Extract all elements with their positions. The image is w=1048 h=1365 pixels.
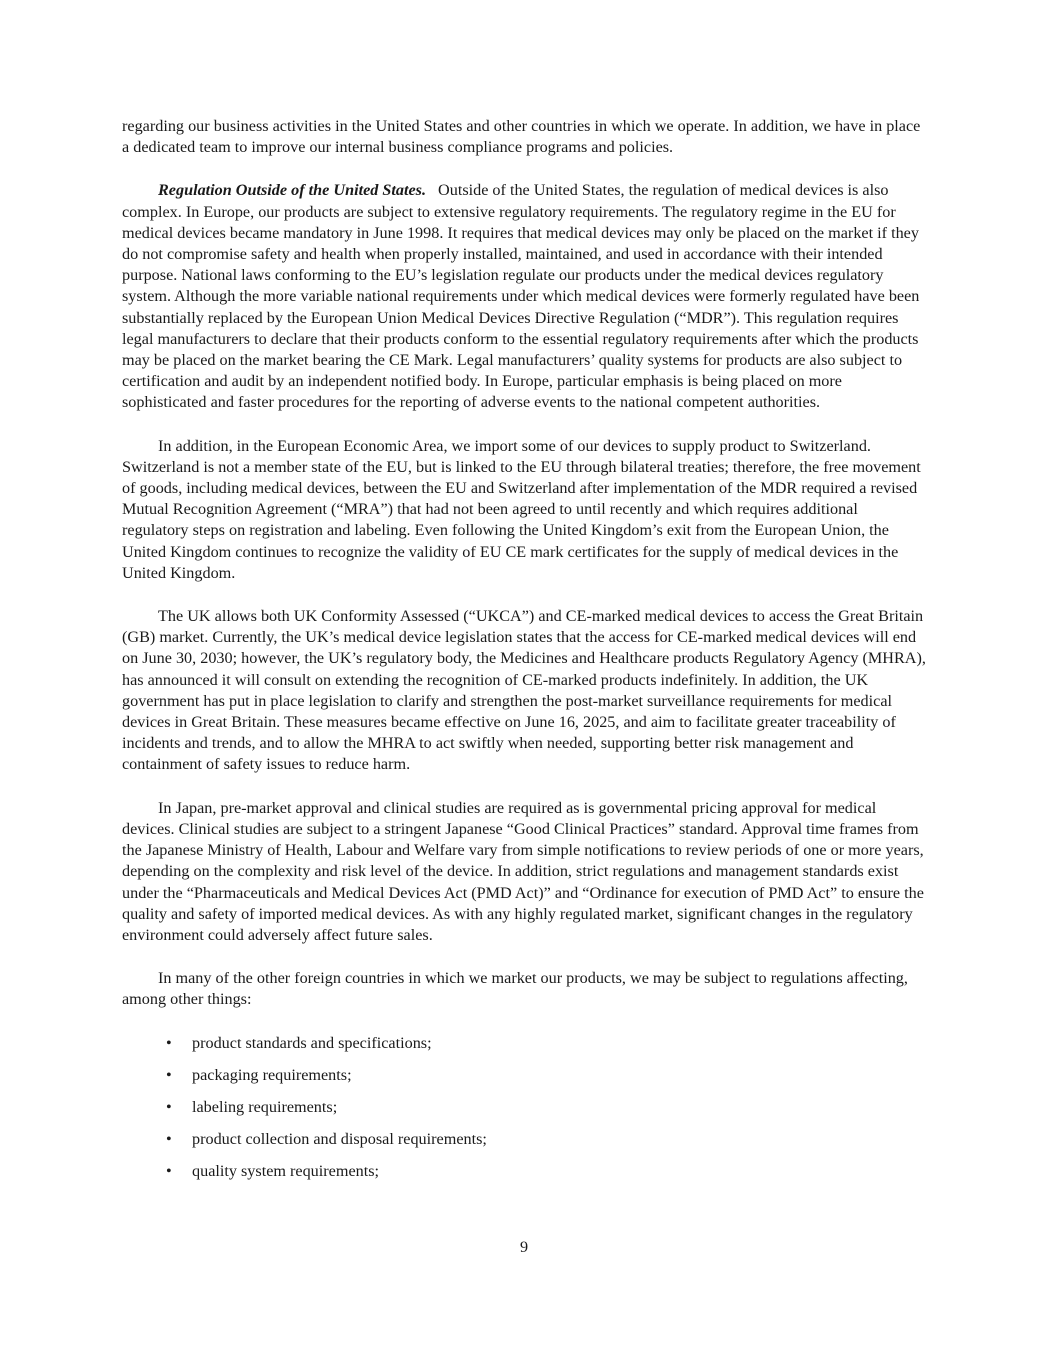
- paragraph-uk: The UK allows both UK Conformity Assessed (“UKCA”) and CE-marked medical devices to access the Great Britain (GB) market. Currently, the UK’s medical device legislation states that the access for CE-marked medical devices will end on June 30, 2030; however, the UK’s regulatory body, the Medicines and Healthcare products Regulatory Agency (MHRA), has announced it will consult on extending the recognition of CE-marked products indefinitely. In addition, the UK government has put in place legislation to clarify and strengthen the post-market surveillance requirements for medical devices in Great Britain. These measures became effective on June 16, 2025, and aim to facilitate greater traceability of incidents and trends, and to allow the MHRA to act swiftly when needed, supporting better risk management and containment of safety issues to reduce harm.: [122, 607, 926, 774]
- list-item: [122, 1033, 928, 1054]
- regulation-bullet-list: [122, 1033, 928, 1183]
- list-item-text: quality system requirements;: [192, 1162, 380, 1181]
- paragraph-japan: In Japan, pre-market approval and clinical studies are required as is governmental pricing approval for medical devices. Clinical studies are subject to a stringent Japanese “Good Clinical Practices” standard. Approval time frames from the Japanese Ministry of Health, Labour and Welfare vary from simple notifications to review periods of one or more years, depending on the complexity and risk level of the device. In addition, strict regulations and management standards exist under the “Pharmaceuticals and Medical Devices Act (PMD Act)” and “Ordinance for execution of PMD Act” to ensure the quality and safety of imported medical devices. As with any highly regulated market, significant changes in the regulatory environment could adversely affect future sales.: [122, 798, 924, 944]
- list-item-text: labeling requirements;: [192, 1097, 338, 1116]
- list-item: [122, 1161, 928, 1182]
- bullet-icon: •: [166, 1130, 172, 1149]
- list-item: [122, 1097, 928, 1118]
- page-number: 9: [519, 1238, 529, 1256]
- bullet-icon: •: [166, 1162, 172, 1181]
- list-item: [122, 1065, 928, 1086]
- list-item-text: product collection and disposal requirements;: [192, 1130, 487, 1149]
- paragraph-switzerland: In addition, in the European Economic Area, we import some of our devices to supply product to Switzerland. Switzerland is not a member state of the EU, but is linked to the EU through bilateral treaties; therefore, the free movement of goods, including medical devices, between the EU and Switzerland after implementation of the MDR required a revised Mutual Recognition Agreement (“MRA”) that had not been agreed to until recently and which requires additional regulatory steps on registration and labeling. Even following the United Kingdom’s exit from the European Union, the United Kingdom continues to recognize the validity of EU CE mark certificates for the supply of medical devices in the United Kingdom.: [122, 436, 921, 582]
- bullet-icon: •: [166, 1033, 172, 1052]
- paragraph-continuation: regarding our business activities in the United States and other countries in which we operate. In addition, we have in place a dedicated team to improve our internal business compliance programs and policies.: [122, 117, 921, 157]
- paragraph-text: Outside of the United States, the regulation of medical devices is also complex. In Europe, our products are subject to extensive regulatory requirements. The regulatory regime in the EU for medical devices became mandatory in June 1998. It requires that medical devices may only be placed on the market if they do not compromise safety and health when properly installed, maintained, and used in accordance with their intended purpose. National laws conforming to the EU’s legislation regulate our products under the medical devices regulatory system. Although the more variable national requirements under which medical devices were formerly regulated have been substantially replaced by the European Union Medical Devices Directive Regulation (“MDR”). This regulation requires legal manufacturers to declare that their products conform to the essential regulatory requirements after which the products may be placed on the market bearing the CE Mark. Legal manufacturers’ quality systems for products are also subject to certification and audit by an independent notified body. In Europe, particular emphasis is being placed on more sophisticated and faster procedures for the reporting of adverse events to the national competent authorities.: [122, 181, 920, 412]
- section-heading: Regulation Outside of the United States.: [158, 181, 427, 200]
- paragraph-other-countries: In many of the other foreign countries in which we market our products, we may be subject to regulations affecting, among other things:: [122, 969, 908, 1009]
- list-item: [122, 1129, 928, 1150]
- list-item-text: product standards and specifications;: [192, 1033, 432, 1052]
- document-page: [122, 116, 928, 1194]
- paragraph-regulation-outside-us: [122, 180, 928, 413]
- list-item-text: packaging requirements;: [192, 1065, 352, 1084]
- bullet-icon: •: [166, 1065, 172, 1084]
- bullet-icon: •: [166, 1097, 172, 1116]
